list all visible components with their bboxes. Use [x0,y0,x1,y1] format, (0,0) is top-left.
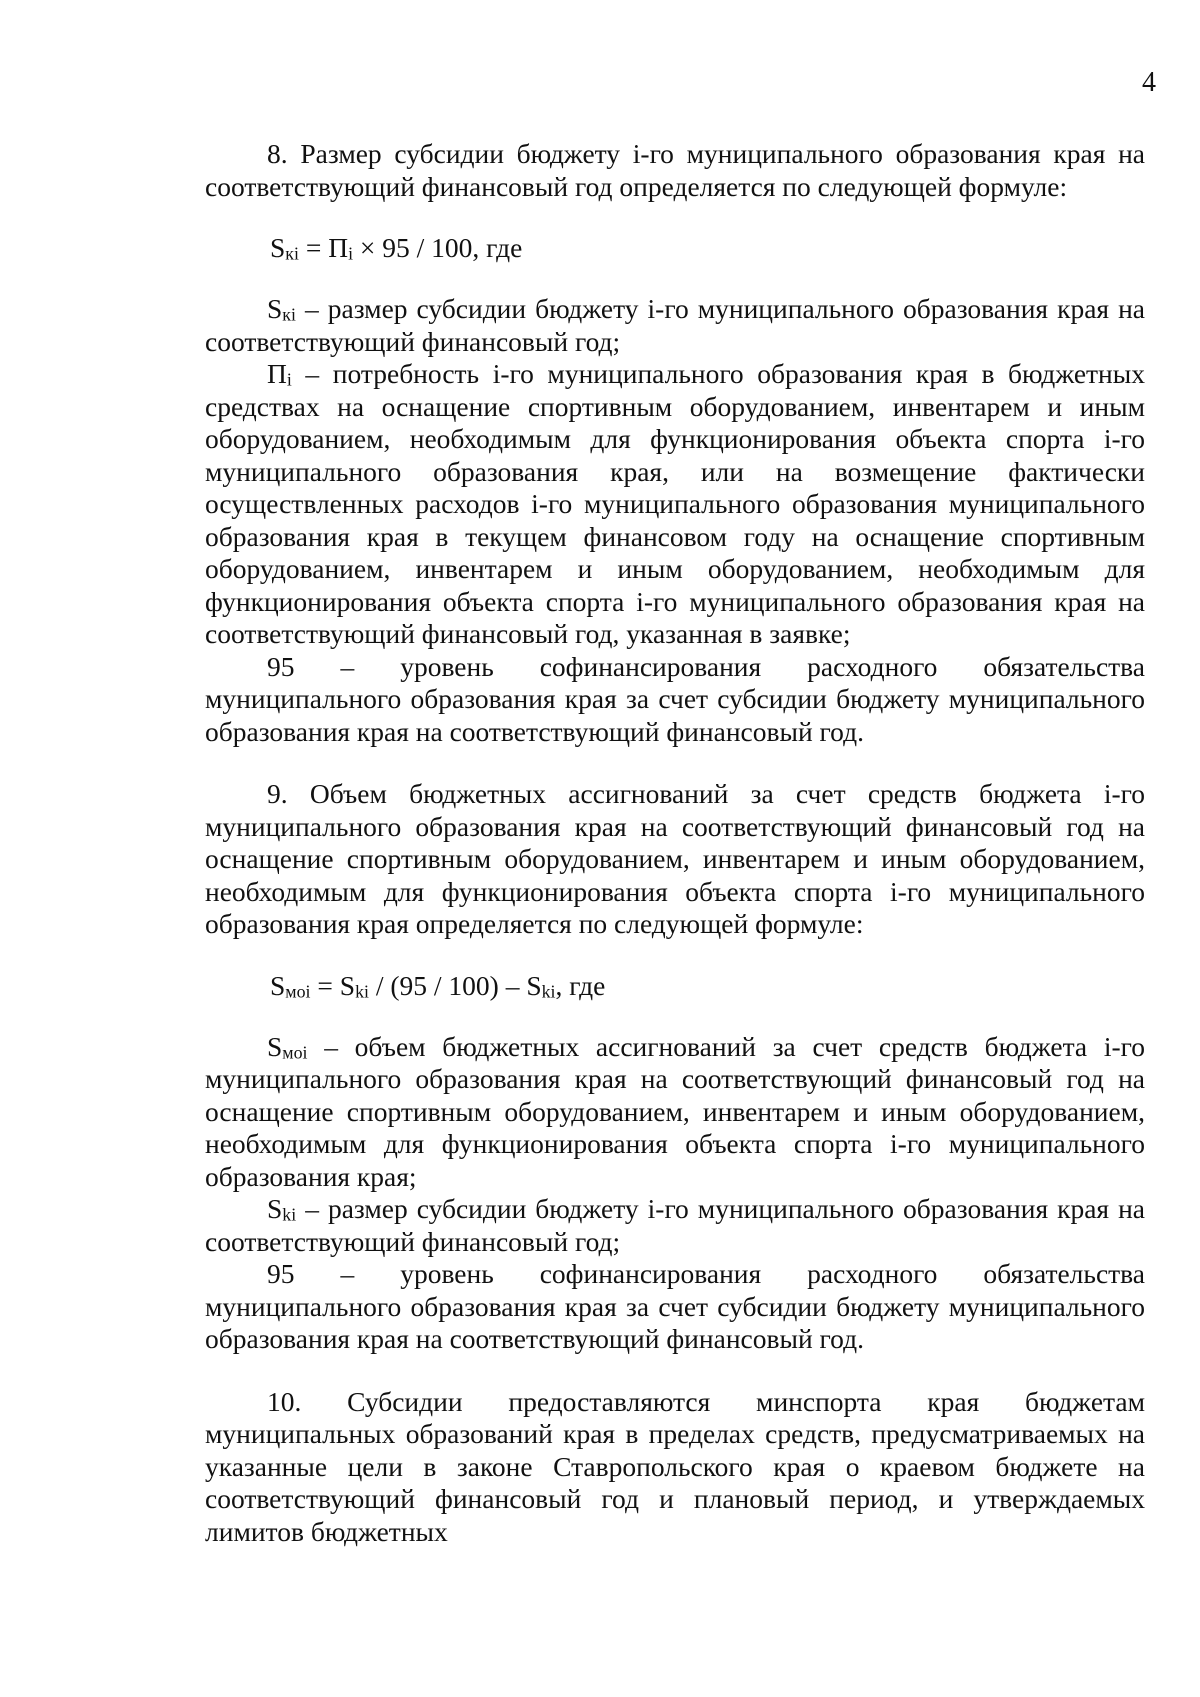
formula-8-eq: = П [298,232,349,263]
definition-smoi-text: – объем бюджетных ассигнований за счет средств бюджета i-го муниципального образования края на соответствующий финансовый год на оснащение спортивным оборудованием, инвентарем и иным оборудованием, необходимым для функционирования объекта спорта i-го муниципального образования края; [205,1030,1145,1192]
formula-8-rest: × 95 / 100, где [353,232,523,263]
symbol-smoi-sub: мoi [282,1042,308,1063]
symbol-pi: П [267,358,287,389]
formula-9-mid: / (95 / 100) – S [368,969,542,1001]
page-number: 4 [1142,67,1156,98]
formula-8-p-sub: i [348,243,354,264]
section-8-definition-95: 95 – уровень софинансирования расходного обязательства муниципального образования края за счет субсидии бюджету муниципального образования края на соответствующий финансовый год. [205,650,1145,747]
formula-8-lhs-sub: кi [285,243,299,264]
formula-9-ki-sub: ki [355,981,369,1002]
definition-ski-text: – размер субсидии бюджету i-го муниципального образования края на соответствующий финансовый год; [205,293,1145,357]
document-body [205,138,1145,1548]
formula-9-rest: , где [555,969,606,1001]
formula-9-eq: = S [310,969,356,1001]
section-8-definition-ski [205,293,1145,358]
symbol-smoi: S [267,1030,283,1062]
section-9-intro: 9. Объем бюджетных ассигнований за счет средств бюджета i-го муниципального образования края на соответствующий финансовый год на оснащение спортивным оборудованием, инвентарем и иным оборудованием, необходимым для функционирования объекта спорта i-го муниципального образования края определяется по следующей формуле: [205,778,1145,939]
symbol-ski-2-sub: ki [282,1204,297,1225]
symbol-ski-2: S [267,1193,283,1224]
formula-8 [205,231,1145,265]
definition-pi-text: – потребность i-го муниципального образования края в бюджетных средствах на оснащение спортивным оборудованием, инвентарем и иным оборудованием, необходимым для функционирования объекта спорта i-го муниципального образования края, или на возмещение фактически осуществленных расходов i-го муниципального образования муниципального образования края в текущем финансовом году на оснащение спортивным оборудованием, инвентарем и иным оборудованием, необходимым для функционирования объекта спорта i-го муниципального образования края на соответствующий финансовый год, указанная в заявке; [205,358,1145,649]
section-9-definition-smoi [205,1031,1145,1194]
symbol-ski: S [267,293,283,324]
symbol-pi-sub: i [286,369,292,390]
formula-9-ki-sub-2: ki [541,981,556,1002]
symbol-ski-sub: кi [282,304,296,325]
formula-9 [205,969,1145,1003]
section-9-definition-ski [205,1193,1145,1258]
section-8-intro: 8. Размер субсидии бюджету i-го муниципального образования края на соответствующий финансовый год определяется по следующей формуле: [205,138,1145,202]
section-10-intro: 10. Субсидии предоставляются минспорта края бюджетам муниципальных образований края в пределах средств, предусматриваемых на указанные цели в законе Ставропольского края о краевом бюджете на соответствующий финансовый год и плановый период, и утверждаемых лимитов бюджетных [205,1385,1145,1547]
formula-9-lhs-sub: мoi [285,981,311,1002]
formula-9-lhs: S [270,969,286,1001]
definition-ski-2-text: – размер субсидии бюджету i-го муниципального образования края на соответствующий финансовый год; [205,1193,1145,1257]
formula-8-lhs: S [270,232,286,263]
section-9-definition-95: 95 – уровень софинансирования расходного обязательства муниципального образования края за счет субсидии бюджету муниципального образования края на соответствующий финансовый год. [205,1258,1145,1354]
section-8-definition-pi [205,358,1145,651]
